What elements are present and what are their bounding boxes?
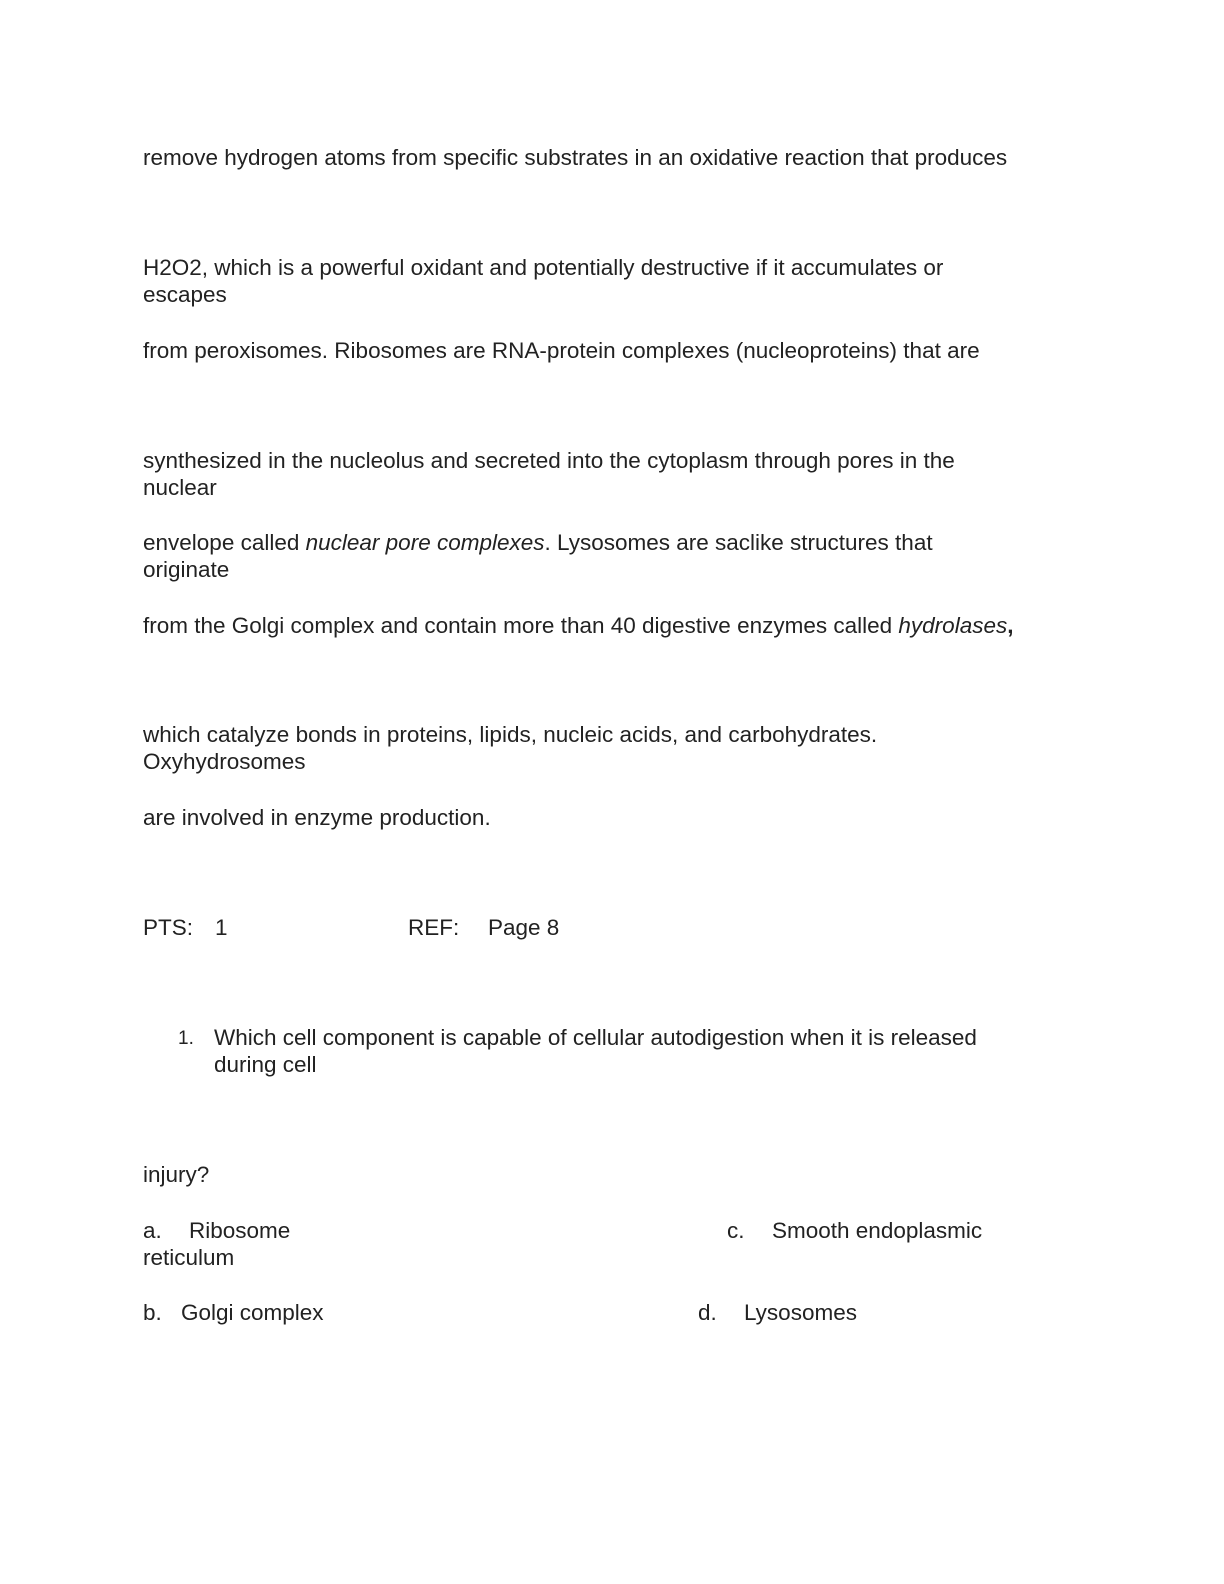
passage-line — [143, 529, 933, 556]
passage-line: remove hydrogen atoms from specific substrates in an oxidative reaction that produces — [143, 145, 1008, 170]
passage-line: from peroxisomes. Ribosomes are RNA-protein complexes (nucleoproteins) that are — [143, 338, 980, 363]
passage-text: envelope called — [143, 530, 306, 555]
term-hydrolases: hydrolases — [898, 613, 1008, 638]
question-text: injury? — [143, 1162, 210, 1187]
passage-line: which catalyze bonds in proteins, lipids, nucleic acids, and carbohydrates. — [143, 722, 878, 747]
option-b-text: Golgi complex — [181, 1300, 324, 1325]
question-number: 1. — [178, 1028, 194, 1049]
passage-text: . Lysosomes are saclike structures that — [544, 530, 933, 555]
option-c-letter: c. — [727, 1218, 745, 1243]
option-a-letter: a. — [143, 1218, 162, 1243]
ref-value: Page 8 — [488, 915, 560, 940]
term-nuclear-pore-complexes: nuclear pore complexes — [305, 530, 545, 555]
passage-line: synthesized in the nucleolus and secreted into the cytoplasm through pores in the — [143, 448, 955, 473]
passage-line: H2O2, which is a powerful oxidant and potentially destructive if it accumulates or — [143, 255, 944, 280]
option-d-letter: d. — [698, 1300, 717, 1325]
passage-line: originate — [143, 557, 230, 582]
pts-value: 1 — [215, 915, 228, 940]
passage-line — [143, 612, 1013, 639]
passage-line: Oxyhydrosomes — [143, 749, 306, 774]
passage-line: escapes — [143, 282, 227, 307]
passage-line: nuclear — [143, 475, 217, 500]
option-a-text: Ribosome — [189, 1218, 291, 1243]
option-c-text: Smooth endoplasmic — [772, 1218, 983, 1243]
pts-label: PTS: — [143, 915, 194, 940]
passage-text: from the Golgi complex and contain more than 40 digestive enzymes called — [143, 613, 899, 638]
option-c-text-wrap: reticulum — [143, 1245, 235, 1270]
question-text: Which cell component is capable of cellular autodigestion when it is released — [214, 1025, 977, 1050]
passage-comma: , — [1007, 613, 1014, 638]
option-d-text: Lysosomes — [744, 1300, 857, 1325]
ref-label: REF: — [408, 915, 460, 940]
question-text: during cell — [214, 1052, 317, 1077]
option-b-letter: b. — [143, 1300, 162, 1325]
passage-line: are involved in enzyme production. — [143, 805, 491, 830]
